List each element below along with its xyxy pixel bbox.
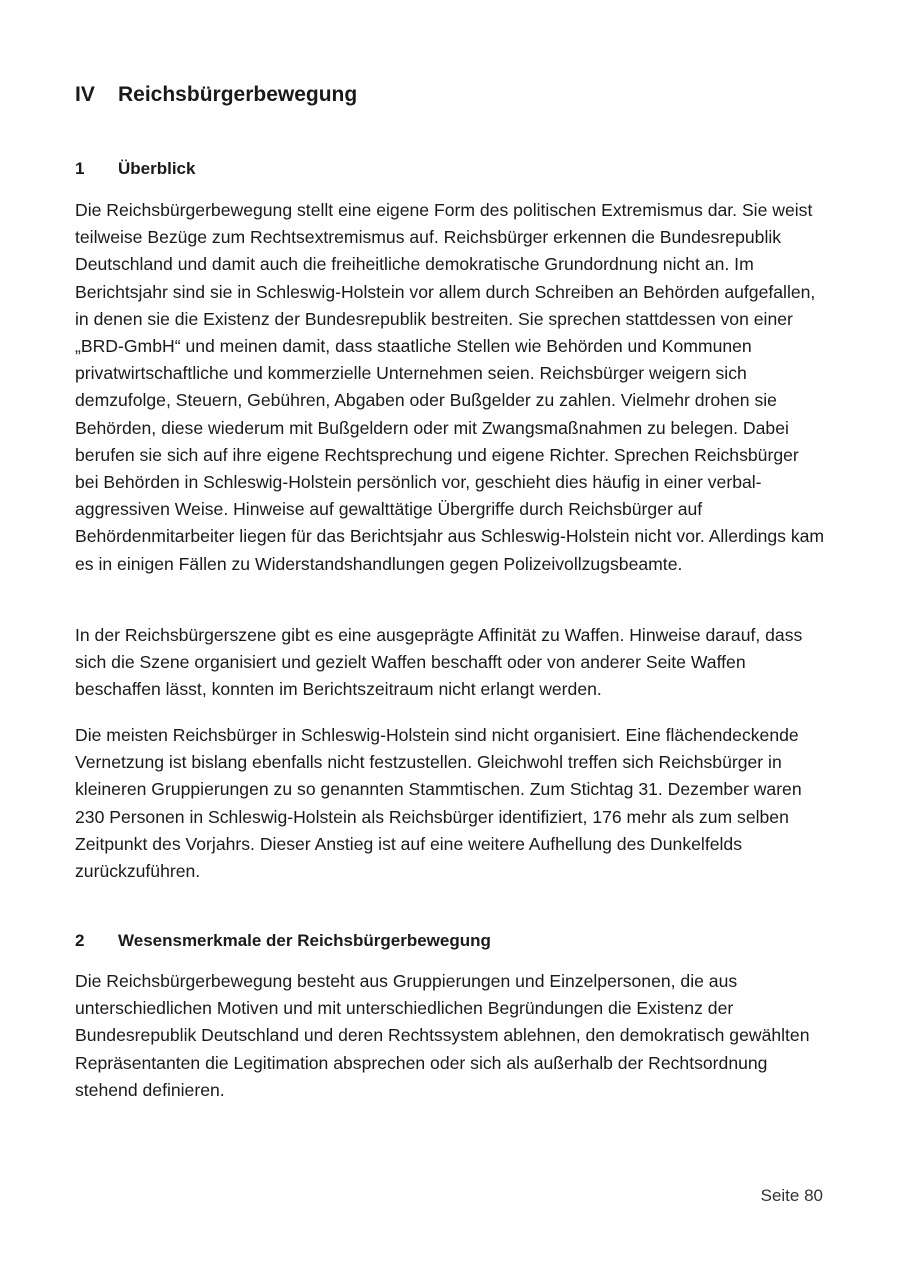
page-number: Seite 80	[760, 1186, 823, 1205]
paragraph: Die Reichsbürgerbewegung besteht aus Gruppierungen und Einzelpersonen, die aus unterschiedlichen Motiven und mit unterschiedlichen Begründungen die Existenz der Bundesrepublik Deutschland und deren Rechtssystem ablehnen, den demokratisch gewählten Repräsentanten die Legitimation absprechen oder sich als außerhalb der Rechtsordnung stehend definieren.	[75, 971, 810, 1100]
document-page	[75, 0, 825, 1272]
paragraph: In der Reichsbürgerszene gibt es eine ausgeprägte Affinität zu Waffen. Hinweise darauf, dass sich die Szene organisiert und gezielt Waffen beschafft oder von anderer Seite Waffen beschaffen lässt, konnten im Berichtszeitraum nicht erlangt werden.	[75, 625, 803, 700]
section-heading-overview	[75, 157, 195, 181]
chapter-number: IV	[75, 83, 95, 106]
paragraph: Die Reichsbürgerbewegung stellt eine eigene Form des politischen Extremismus dar. Sie weist teilweise Bezüge zum Rechtsextremismus auf. Reichsbürger erkennen die Bundesrepublik Deutschland und damit auch die freiheitliche demokratische Grundordnung nicht an. Im Berichtsjahr sind sie in Schleswig-Holstein vor allem durch Schreiben an Behörden aufgefallen, in denen sie die Existenz der Bundesrepublik bestreiten. Sie sprechen stattdessen von einer „BRD-GmbH“ und meinen damit, dass staatliche Stellen wie Behörden und Kommunen privatwirtschaftliche und kommerzielle Unternehmen seien. Reichsbürger weigern sich demzufolge, Steuern, Gebühren, Abgaben oder Bußgelder zu zahlen. Vielmehr drohen sie Behörden, diese wiederum mit Bußgeldern oder mit Zwangsmaßnahmen zu belegen. Dabei berufen sie sich auf ihre eigene Rechtsprechung und eigene Richter. Sprechen Reichsbürger bei Behörden in Schleswig-Holstein persönlich vor, geschieht dies häufig in einer verbal-aggressiven Weise. Hinweise auf gewalttätige Übergriffe durch Reichsbürger auf Behördenmitarbeiter liegen für das Berichtsjahr aus Schleswig-Holstein nicht vor. Allerdings kam es in einigen Fällen zu Widerstandshandlungen gegen Polizeivollzugsbeamte.	[75, 200, 825, 574]
chapter-title: Reichsbürgerbewegung	[118, 83, 358, 106]
paragraph: Die meisten Reichsbürger in Schleswig-Holstein sind nicht organisiert. Eine flächendeckende Vernetzung ist bislang ebenfalls nicht festzustellen. Gleichwohl treffen sich Reichsbürger in kleineren Gruppierungen zu so genannten Stammtischen. Zum Stichtag 31. Dezember waren 230 Personen in Schleswig-Holstein als Reichsbürger identifiziert, 176 mehr als zum selben Zeitpunkt des Vorjahrs. Dieser Anstieg ist auf eine weitere Aufhellung des Dunkelfelds zurückzuführen.	[75, 725, 802, 882]
section-title: Wesensmerkmale der Reichsbürgerbewegung	[118, 931, 491, 950]
section-number: 1	[75, 159, 85, 178]
section-number: 2	[75, 931, 85, 950]
section-title: Überblick	[118, 159, 196, 178]
section-heading-characteristics	[75, 929, 491, 953]
chapter-heading	[75, 80, 357, 110]
